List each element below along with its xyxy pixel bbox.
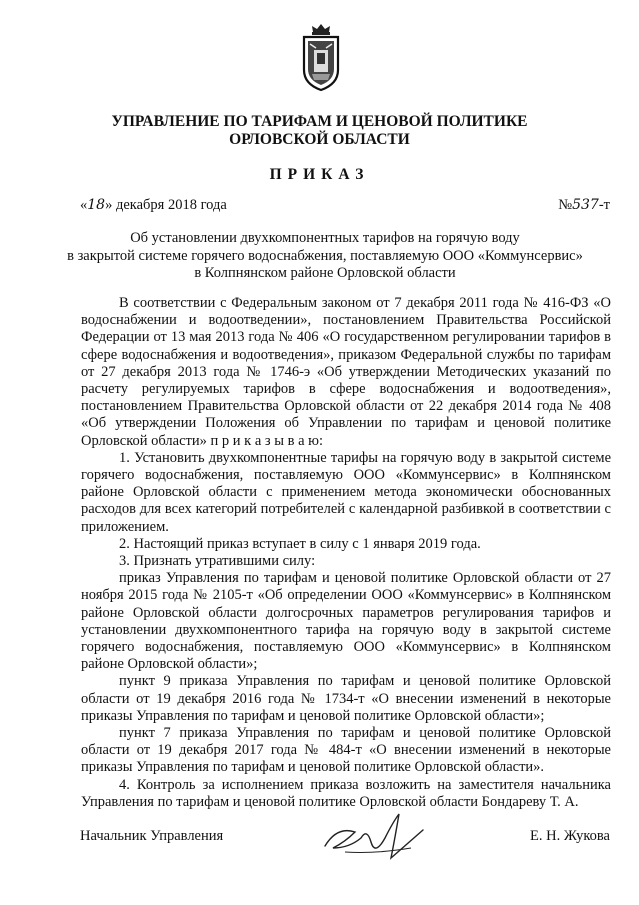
handwritten-number: 537 [572,197,599,213]
paragraph-item-2: 2. Настоящий приказ вступает в силу с 1 января 2019 года. [119,535,481,552]
document-number: №537-т [558,197,610,213]
paragraph-repeal-3: пункт 7 приказа Управления по тарифам и ценовой политике Орловской области от 19 декабря 2017 года № 484-т «О внесении изменений в некоторые приказы Управления по тарифам и ценовой политике Орловской области». [81,725,611,776]
paragraph-item-3: 3. Признать утратившими силу: [119,553,316,570]
document-date: «18» декабря 2018 года [80,197,227,213]
paragraph-preamble: В соответствии с Федеральным законом от 7 декабря 2011 года № 416-ФЗ «О водоснабжении и водоотведении», постановлением Правительства Российской Федерации от 13 мая 2013 года № 406 «О государственном регулировании тарифов в сфере водоснабжения и водоотведения», приказом Федеральной службы по тарифам от 27 декабря 2013 года № 1746-э «Об утверждении Методических указаний по расчету регулируемых тарифов в сфере водоснабжения и водоотведения», постановлением Правительства Орловской области от 22 декабря 2014 года № 408 «Об утверждении Положения об Управлении по тарифам и ценовой политике Орловской области» п р и к а з ы в а ю: [81,295,611,449]
paragraph-repeal-2: пункт 9 приказа Управления по тарифам и ценовой политике Орловской области от 19 декабря 2016 года № 1734-т «О внесении изменений в некоторые приказы Управления по тарифам и ценовой политике Орловской области»; [81,673,611,724]
paragraph-item-1: 1. Установить двухкомпонентные тарифы на горячую воду в закрытой системе горячего водоснабжения, поставляемую ООО «Коммунсервис» в Колпнянском районе Орловской области с применением метода экономически обоснованных расходов для всех категорий потребителей с календарной разбивкой в соответствии с приложением. [81,449,611,535]
handwritten-day: 18 [87,197,106,213]
organization-title-line1: УПРАВЛЕНИЕ ПО ТАРИФАМ И ЦЕНОВОЙ ПОЛИТИКЕ [111,113,528,130]
date-number-line [80,197,610,214]
document-body [81,295,611,811]
paragraph-item-4: 4. Контроль за исполнением приказа возложить на заместителя начальника Управления по тарифам и ценовой политике Орловской области Бондареву Т. А. [81,776,611,810]
signatory-name: Е. Н. Жукова [529,828,610,844]
document-type: ПРИКАЗ [269,166,370,183]
organization-title-line2: ОРЛОВСКОЙ ОБЛАСТИ [229,131,410,148]
paragraph-repeal-1: приказ Управления по тарифам и ценовой политике Орловской области от 27 ноября 2015 года № 2105-т «Об определении ООО «Коммунсервис» в Колпнянском районе Орловской области долгосрочных параметров регулирования тарифов и установлении двухкомпонентного тарифа на горячую воду в закрытой системе горячего водоснабжения, поставляемую ООО «Коммунсервис» в Колпнянском районе Орловской области»; [81,570,611,673]
signatory-position: Начальник Управления [80,828,224,844]
signature-line [80,828,610,845]
coat-of-arms-icon [300,22,342,92]
document-subject: Об установлении двухкомпонентных тарифов на горячую воду в закрытой системе горячего водоснабжения, поставляемую ООО «Коммунсервис» в Колпнянском районе Орловской области [67,230,583,281]
